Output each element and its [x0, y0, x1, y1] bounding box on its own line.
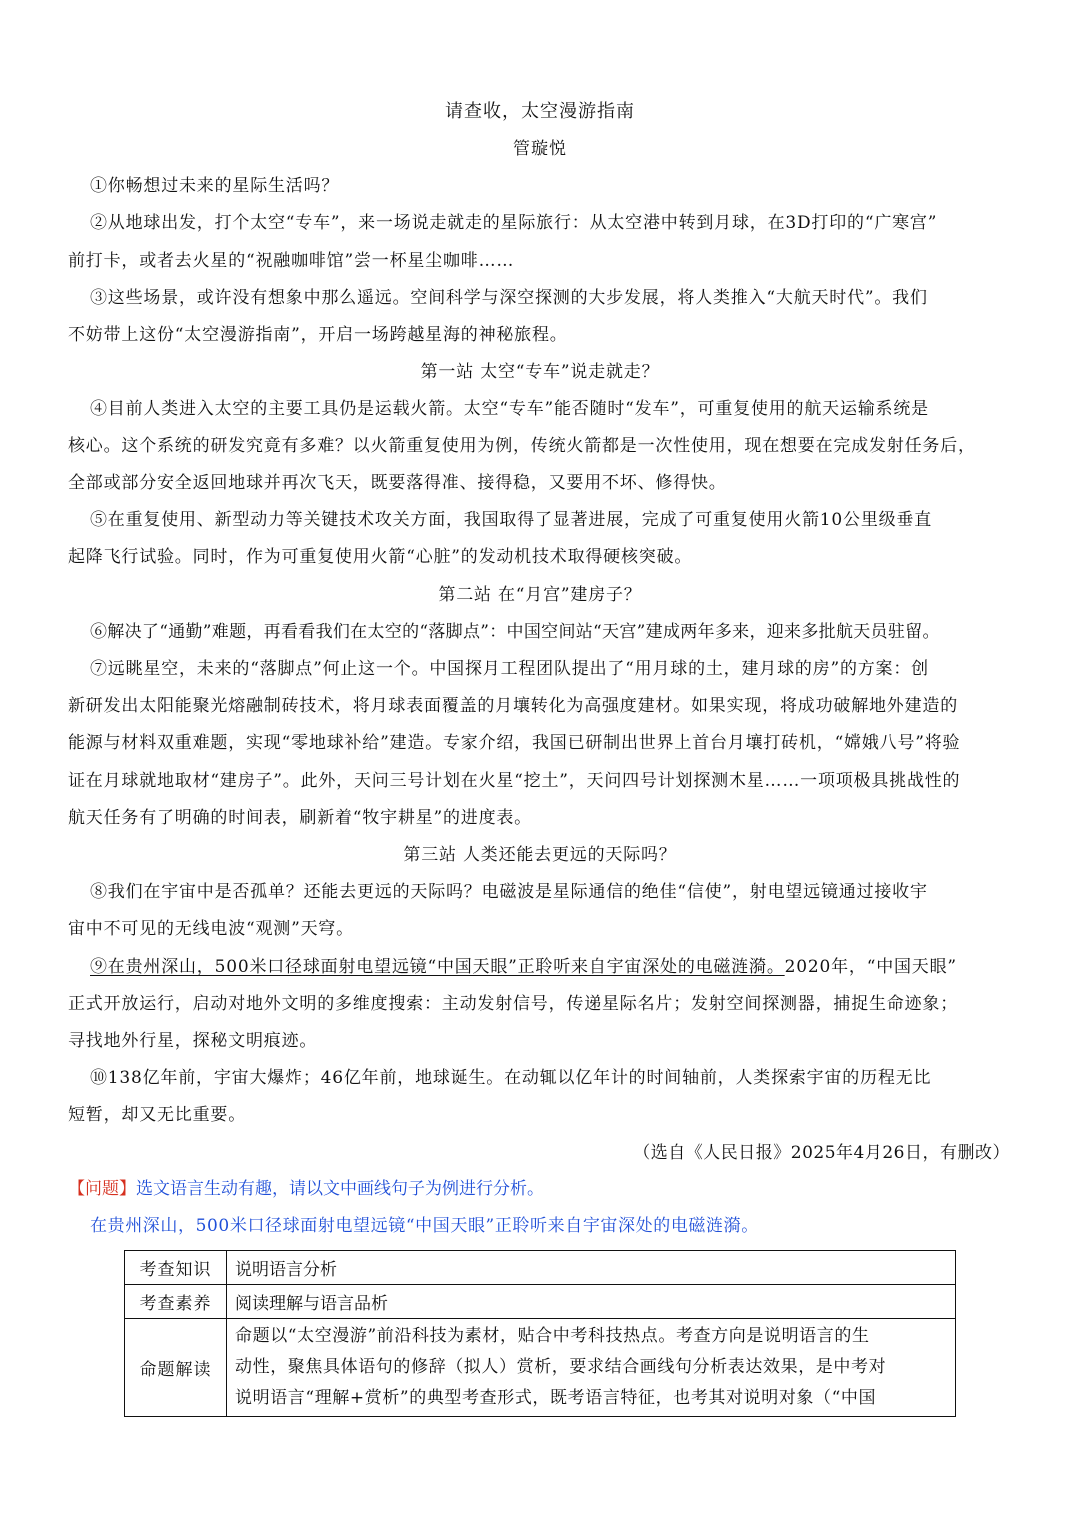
article-title: 请查收，太空漫游指南 — [445, 101, 635, 122]
interpretation-line-3: 说明语言“理解+赏析”的典型考查形式，既考语言特征，也考其对说明对象（“中国 — [235, 1388, 877, 1408]
paragraph-10-line-2: 短暂，却又无比重要。 — [68, 1105, 246, 1125]
paragraph-7-line-3: 能源与材料双重难题，实现“零地球补给”建造。专家介绍，我国已研制出世界上首台月壤打砖机，“嫦娥八号”将验 — [68, 733, 961, 753]
question-line — [68, 1177, 544, 1201]
paragraph-3-line-1: ③这些场景，或许没有想象中那么遥远。空间科学与深空探测的大步发展，将人类推入“大航天时代”。我们 — [90, 288, 928, 308]
interpretation-line-1: 命题以“太空漫游”前沿科技为素材，贴合中考科技热点。考查方向是说明语言的生 — [235, 1326, 870, 1346]
paragraph-4-line-1: ④目前人类进入太空的主要工具仍是运载火箭。太空“专车”能否随时“发车”，可重复使用的航天运输系统是 — [90, 399, 929, 419]
paragraph-3-line-2: 不妨带上这份“太空漫游指南”，开启一场跨越星海的神秘旅程。 — [68, 325, 568, 345]
analysis-table — [124, 1250, 956, 1417]
table-value-literacy: 阅读理解与语言品析 — [227, 1285, 956, 1319]
paragraph-8-line-2: 宙中不可见的无线电波“观测”天穹。 — [68, 919, 354, 939]
paragraph-6: ⑥解决了“通勤”难题，再看看我们在太空的“落脚点”：中国空间站“天宫”建成两年多来，迎来多批航天员驻留。 — [90, 622, 940, 642]
paragraph-4-line-2: 核心。这个系统的研发究竟有多难？以火箭重复使用为例，传统火箭都是一次性使用，现在想要在完成发射任务后， — [68, 436, 976, 456]
paragraph-10-line-1: ⑩138亿年前，宇宙大爆炸；46亿年前，地球诞生。在动辄以亿年计的时间轴前，人类探索宇宙的历程无比 — [90, 1068, 932, 1088]
table-key-literacy: 考查素养 — [125, 1285, 227, 1319]
table-key-interpretation: 命题解读 — [125, 1319, 227, 1417]
article-author: 管璇悦 — [513, 139, 567, 159]
paragraph-9-line-3: 寻找地外行星，探秘文明痕迹。 — [68, 1031, 318, 1051]
question-text: 选文语言生动有趣，请以文中画线句子为例进行分析。 — [136, 1179, 544, 1199]
paragraph-7-line-2: 新研发出太阳能聚光熔融制砖技术，将月球表面覆盖的月壤转化为高强度建材。如果实现，将成功破解地外建造的 — [68, 696, 958, 716]
table-row — [125, 1319, 956, 1417]
section-heading-2: 第二站 在“月宫”建房子？ — [438, 585, 642, 605]
table-row — [125, 1285, 956, 1319]
table-value-interpretation — [227, 1319, 956, 1417]
interpretation-line-2: 动性，聚焦具体语句的修辞（拟人）赏析，要求结合画线句分析表达效果，是中考对 — [235, 1357, 887, 1377]
paragraph-7-line-4: 证在月球就地取材“建房子”。此外，天问三号计划在火星“挖土”，天问四号计划探测木星……一项项极具挑战性的 — [68, 771, 961, 791]
paragraph-4-line-3: 全部或部分安全返回地球并再次飞天，既要落得准、接得稳，又要用不坏、修得快。 — [68, 473, 727, 493]
paragraph-9-line-1 — [90, 955, 1013, 979]
table-value-knowledge: 说明语言分析 — [227, 1251, 956, 1285]
paragraph-9-line-2: 正式开放运行，启动对地外文明的多维度搜索：主动发射信号，传递星际名片；发射空间探测器，捕捉生命迹象； — [68, 994, 958, 1014]
question-sentence: 在贵州深山，500米口径球面射电望远镜“中国天眼”正聆听来自宇宙深处的电磁涟漪。 — [90, 1216, 759, 1236]
question-label: 【问题】 — [68, 1179, 136, 1199]
paragraph-7-line-5: 航天任务有了明确的时间表，刷新着“牧宇耕星”的进度表。 — [68, 808, 532, 828]
paragraph-8-line-1: ⑧我们在宇宙中是否孤单？还能去更远的天际吗？电磁波是星际通信的绝佳“信使”，射电望远镜通过接收宇 — [90, 882, 928, 902]
table-row — [125, 1251, 956, 1285]
underlined-sentence: ⑨在贵州深山，500米口径球面射电望远镜“中国天眼”正聆听来自宇宙深处的电磁涟漪。 — [90, 957, 785, 977]
paragraph-5-line-2: 起降飞行试验。同时，作为可重复使用火箭“心脏”的发动机技术取得硬核突破。 — [68, 547, 693, 567]
source-citation: （选自《人民日报》2025年4月26日，有删改） — [633, 1143, 1010, 1163]
section-heading-3: 第三站 人类还能去更远的天际吗？ — [403, 845, 677, 865]
section-heading-1: 第一站 太空“专车”说走就走？ — [420, 362, 660, 382]
paragraph-7-line-1: ⑦远眺星空，未来的“落脚点”何止这一个。中国探月工程团队提出了“用月球的土，建月球的房”的方案：创 — [90, 659, 929, 679]
paragraph-2-line-2: 前打卡，或者去火星的“祝融咖啡馆”尝一杯星尘咖啡…… — [68, 251, 515, 271]
paragraph-2-line-1: ②从地球出发，打个太空“专车”，来一场说走就走的星际旅行：从太空港中转到月球，在3D打印的“广寒宫” — [90, 213, 938, 233]
paragraph-5-line-1: ⑤在重复使用、新型动力等关键技术攻关方面，我国取得了显著进展，完成了可重复使用火箭10公里级垂直 — [90, 510, 933, 530]
paragraph-1: ①你畅想过未来的星际生活吗？ — [90, 176, 340, 196]
table-key-knowledge: 考查知识 — [125, 1251, 227, 1285]
paragraph-9-line-1-rest: 2020年，“中国天眼” — [784, 957, 957, 977]
